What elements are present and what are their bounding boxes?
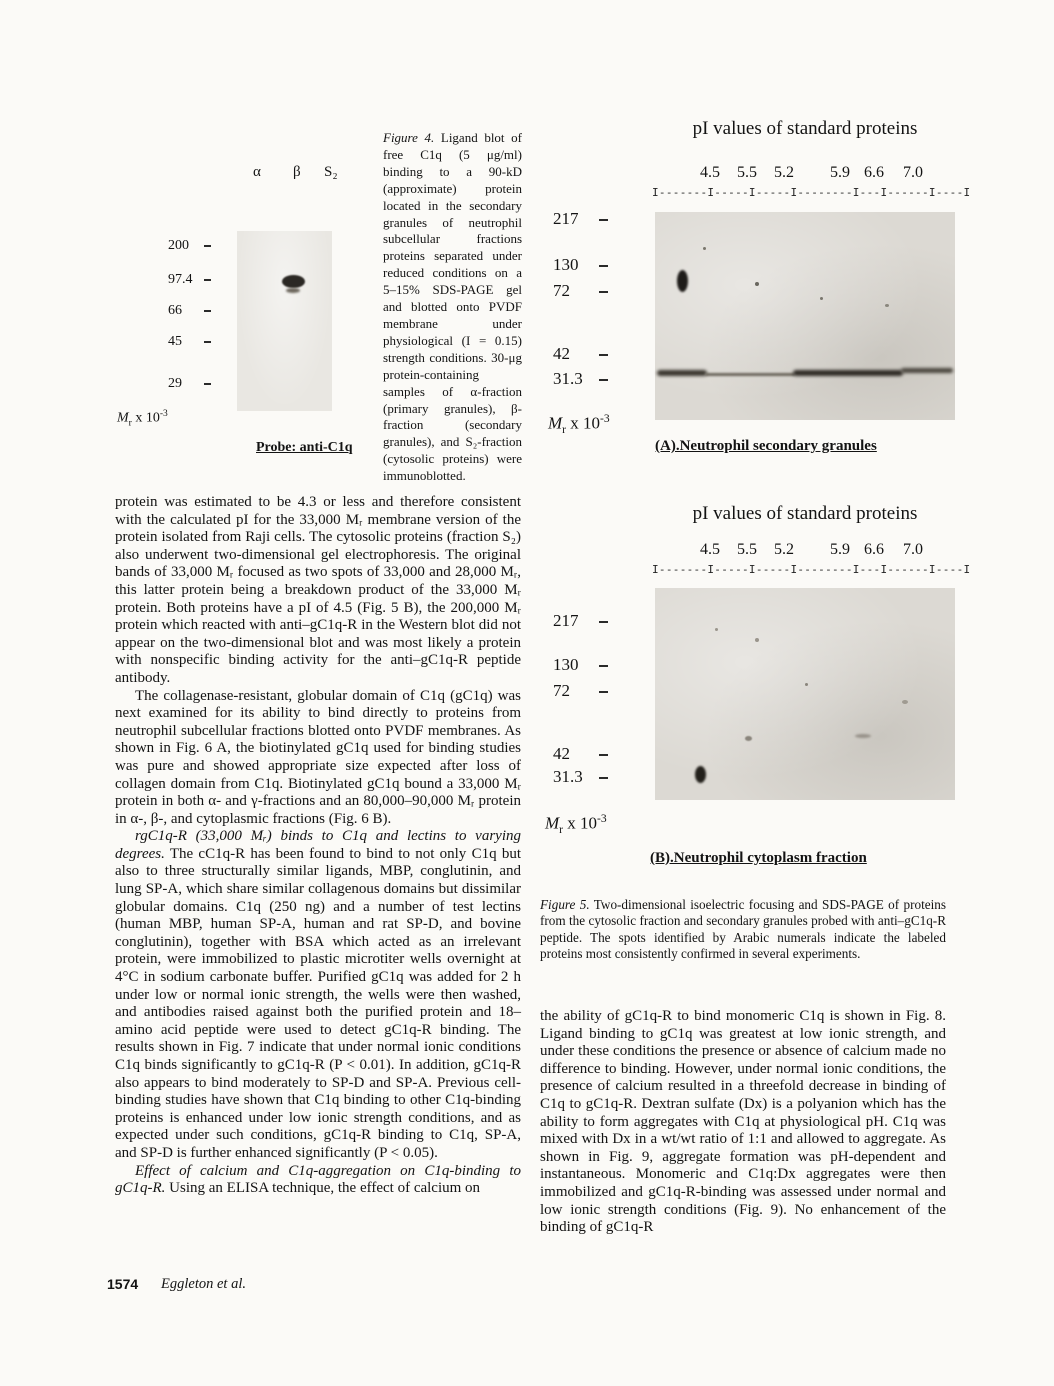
mw-marker-value: 42 [553,744,570,763]
mw-marker-row [553,681,608,701]
mr-base: M [117,410,129,426]
mw-marker-row [168,272,211,288]
mw-marker-value: 130 [553,655,579,674]
mw-marker-row [553,611,608,631]
gel-spot [695,766,706,783]
pi-value: 6.6 [864,541,884,558]
body-paragraph [115,828,521,1162]
left-column [115,494,521,1198]
body-paragraph [115,688,521,829]
pi-value: 5.2 [774,164,794,181]
mw-marker-value: 66 [168,303,182,318]
mw-marker-row [553,655,608,675]
figure5-caption-text: Two-dimensional isoelectric focusing and SDS-PAGE of proteins from the cytosolic fraction and secondary granules probed with anti–gC1q-R peptide. The spots identified by Arabic numerals indicate the labeled proteins most consistently confirmed in several experiments. [540,897,946,962]
gel-streak [855,734,871,738]
mw-marker-value: 217 [553,611,579,630]
pi-value: 4.5 [700,164,720,181]
figure4-caption-text: Ligand blot of free C1q (5 μg/ml) binding to a 90-kD (approximate) protein located in the secondary granules of neutrophil subcellular fractions proteins separated under reduced conditions on a 5–15% SDS-PAGE gel and blotted onto PVDF membrane under physiological (I = 0.15) strength conditions. 30-μg protein-containing samples of α-fraction (primary granules), β-fraction (secondary granules), and S₂-fraction (cytosolic proteins) were immunoblotted. [383,130,522,484]
figure5-caption [540,897,946,962]
gel-spot [902,700,908,704]
tick-mark [599,777,608,779]
mw-marker-row [553,281,608,301]
pi-value: 5.5 [737,164,757,181]
mw-marker-value: 31.3 [553,369,583,388]
gel-spot [805,683,808,686]
mr-sub: r [562,423,567,437]
mw-marker-value: 217 [553,209,579,228]
mr-mid: x 10 [566,413,601,433]
tick-mark [599,665,608,667]
figure4-caption [383,130,522,485]
mr-mid: x 10 [563,813,598,833]
mr-sub: r [559,823,564,837]
mw-marker-row [553,744,608,764]
mr-base: M [545,813,560,833]
gel-streak [901,368,953,373]
gel-spot [715,628,718,631]
pi-value: 6.6 [864,164,884,181]
mw-marker-row [168,334,211,350]
gel-band [286,288,300,293]
paragraph-lead: rgC1q-R (33,000 Mᵣ) binds to C1q and lectins to varying degrees. [115,828,521,862]
gel-band [282,275,305,288]
tick-mark [204,279,211,281]
tick-mark [599,354,608,356]
tick-mark [599,691,608,693]
paragraph-text: Using an ELISA technique, the effect of calcium on [165,1180,481,1197]
paragraph-text: The cC1q-R has been found to bind to not only C1q but also to three structurally similar ligands, MBP, conglutinin, and lung SP-A, which share similar collagenous domains but dissimilar globular domains. C1q (250 ng) and a number of test lectins (human MBP, human SP-A, human and rat SP-D, and bovine conglutinin), together with BSA which acted as an irrelevant protein, were immobilized to plastic microtiter wells overnight at 4°C in sodium carbonate buffer. Purified gC1q was added for 2 h under low or normal ionic strength, the wells were then washed, and antibodies raised against both the purified protein and 18–amino acid peptide were used to detect gC1q-R binding. The results shown in Fig. 7 indicate that under normal ionic conditions C1q binds significantly to gC1q-R (P < 0.01). In addition, gC1q-R also appears to bind moderately to SP-D and SP-A. Previous cell-binding studies have shown that C1q binding to other C1q-binding proteins is enhanced under low ionic strength conditions, and as expected under such conditions, gC1q-R binding to C1q, SP-A, and SP-D is further enhanced significantly (P < 0.05). [115,845,521,1161]
panel-a-caption: (A).Neutrophil secondary granules [655,438,877,454]
lane-label-s2: S₂ [324,164,338,180]
gel-spot [755,282,759,286]
mw-marker-value: 45 [168,334,182,349]
tick-mark [204,383,211,385]
body-paragraph [115,1163,521,1198]
tick-mark [204,245,211,247]
probe-label: Probe: anti-C1q [256,440,353,455]
panel-a-gel-image [655,212,955,420]
paragraph-text: the ability of gC1q-R to bind monomeric C1q is shown in Fig. 8. Ligand binding to gC1q was greatest at low ionic strength, and under these conditions the presence or absence of calcium made no difference to binding. However, under normal ionic conditions, the presence of calcium resulted in a threefold decrease in binding of C1q to gC1q-R. Dextran sulfate (Dx) is a polyanion which has the ability to form aggregates with C1q at physiological pH. C1q was mixed with Dx in a wt/wt ratio of 1:1 and allowed to aggregate. As shown in Fig. 9, aggregate formation was pH-dependent and instantaneous. Monomeric and C1q:Dx aggregates were then immobilized and gC1q-R-binding was assessed under normal and low ionic strength conditions (Fig. 9). No enhancement of the binding of gC1q-R [540,1008,946,1236]
paragraph-text: protein was estimated to be 4.3 or less and therefore consistent with the calculated pI for the 33,000 Mᵣ membrane version of the protein isolated from Raji cells. The cytosolic proteins (fraction S₂) also underwent two-dimensional gel electrophoresis. The original bands of 33,000 Mᵣ focused as two spots of 33,000 and 28,000 Mᵣ, this latter protein being a breakdown product of the 33,000 Mᵣ protein. Both proteins have a pI of 4.5 (Fig. 5 B), the 200,000 Mᵣ protein which reacted with anti–gC1q-R in the Western blot did not appear on the two-dimensional blot and was most likely a protein with nonspecific binding activity for the anti–gC1q-R peptide antibody. [115,494,521,686]
page-number: 1574 [107,1276,139,1292]
pi-value: 7.0 [903,164,923,181]
tick-mark [204,341,211,343]
mw-marker-value: 97.4 [168,272,193,287]
gel-spot [885,304,889,307]
mw-marker-row [553,209,608,229]
mw-marker-value: 200 [168,238,189,253]
gel-streak [793,370,903,376]
pi-scale-ruler: I-------I-----I-----I--------I---I------I----I [652,186,971,199]
mr-units-label [117,409,168,428]
lane-label-alpha: α [253,164,261,180]
paragraph-text: The collagenase-resistant, globular domain of C1q (gC1q) was next examined for its ability to bind directly to proteins from neutrophil subcellular fractions blotted onto PVDF membranes. As shown in Fig. 6 A, the biotinylated gC1q used for binding studies was pure and showed appropriate size expected after loss of collagen domain from C1q. Biotinylated gC1q bound a 33,000 Mᵣ protein in both α- and γ-fractions and an 80,000–90,000 Mᵣ protein in α-, β-, and cytoplasmic fractions (Fig. 6 B). [115,687,521,827]
mr-sup: -3 [600,412,610,425]
tick-mark [599,379,608,381]
mw-marker-row [168,376,211,392]
gel-spot [703,247,706,250]
mw-marker-row [553,344,608,364]
mw-marker-value: 29 [168,376,182,391]
panel-b-title: pI values of standard proteins [692,503,918,524]
pi-value: 5.2 [774,541,794,558]
gel-spot [677,270,688,292]
figure5-caption-lead: Figure 5. [540,897,590,913]
mw-marker-row [553,767,608,787]
panel-a-title: pI values of standard proteins [692,118,918,139]
running-authors: Eggleton et al. [161,1276,246,1292]
mr-sup: -3 [159,409,168,419]
figure4-gel-image [237,231,332,411]
mr-mid: x 10 [131,410,160,426]
gel-spot [745,736,752,741]
tick-mark [599,621,608,623]
mr-sub: r [128,418,132,429]
gel-streak [657,370,707,376]
mr-base: M [548,413,563,433]
body-paragraph [115,494,521,688]
panel-b-caption: (B).Neutrophil cytoplasm fraction [650,850,867,866]
mw-marker-row [168,238,211,254]
mw-marker-value: 42 [553,344,570,363]
right-column [540,1008,946,1237]
pi-value: 5.9 [830,164,850,181]
body-paragraph [540,1008,946,1237]
mr-sup: -3 [597,812,607,825]
figure4-caption-lead: Figure 4. [383,130,435,145]
mw-marker-row [553,255,608,275]
mw-marker-value: 72 [553,281,570,300]
mw-marker-value: 130 [553,255,579,274]
tick-mark [204,310,211,312]
tick-mark [599,754,608,756]
pi-value: 5.5 [737,541,757,558]
tick-mark [599,291,608,293]
tick-mark [599,265,608,267]
mr-units-label [545,812,607,836]
mw-marker-value: 31.3 [553,767,583,786]
paragraph-lead: Effect of calcium and C1q-aggregation on C1q-binding to gC1q-R. [115,1162,521,1197]
mw-marker-row [553,369,608,389]
pi-value: 7.0 [903,541,923,558]
lane-label-beta: β [293,164,301,180]
gel-spot [820,297,823,300]
mr-units-label [548,412,610,436]
pi-scale-ruler: I-------I-----I-----I--------I---I------I----I [652,563,971,576]
tick-mark [599,219,608,221]
pi-value: 4.5 [700,541,720,558]
gel-streak [705,373,795,376]
panel-b-gel-image [655,588,955,800]
gel-spot [755,638,759,642]
pi-value: 5.9 [830,541,850,558]
mw-marker-value: 72 [553,681,570,700]
mw-marker-row [168,303,211,319]
